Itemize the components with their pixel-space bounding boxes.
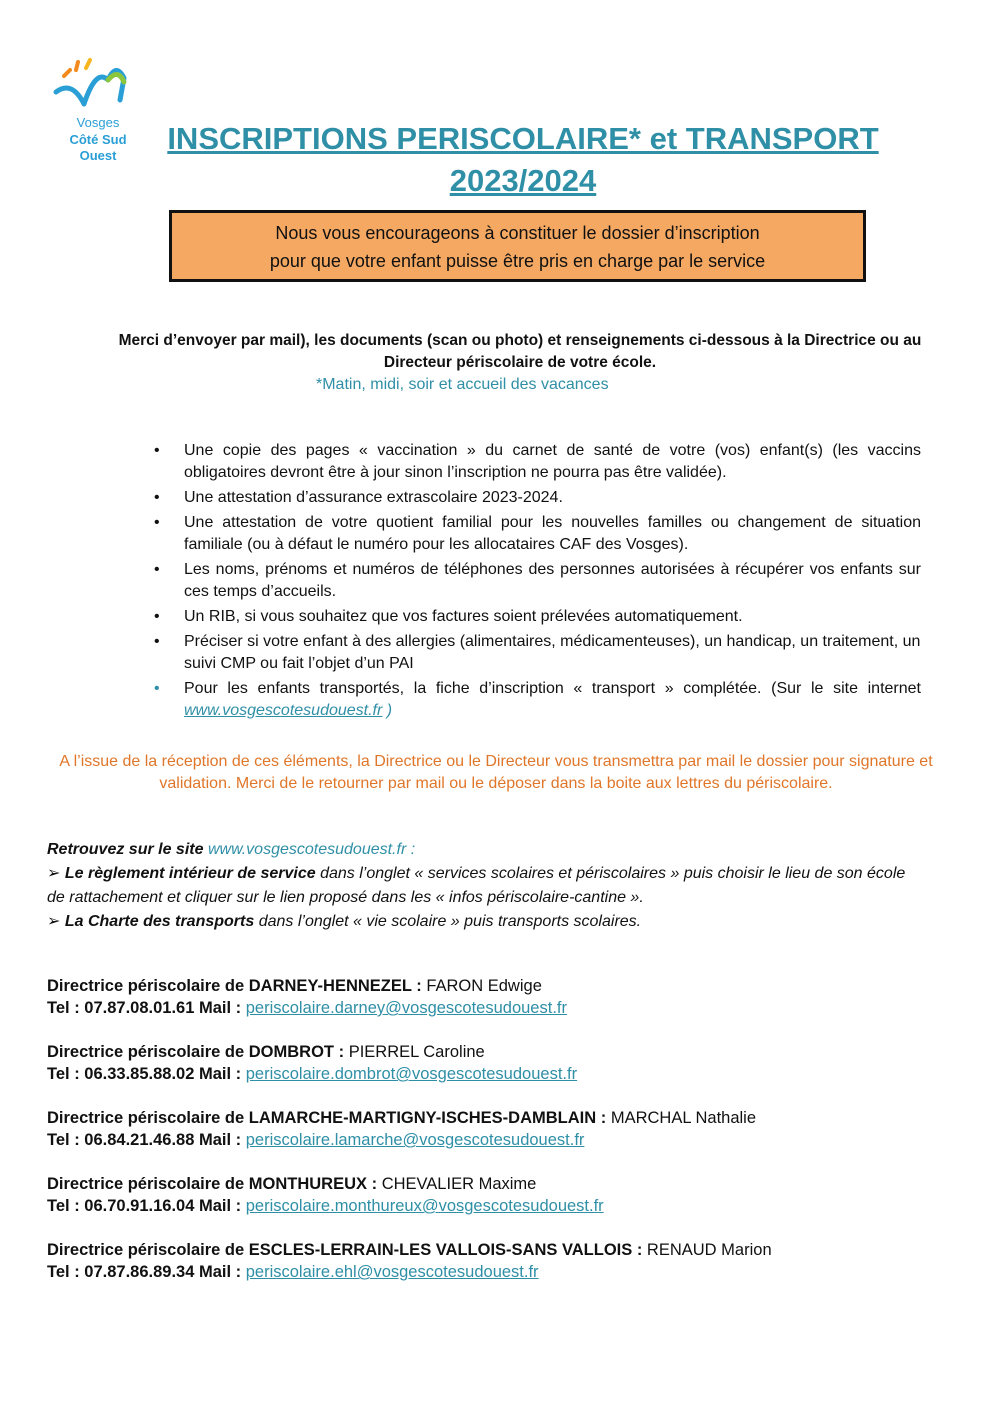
document-item — [150, 606, 921, 628]
tel-label: Tel : — [47, 1197, 85, 1215]
document-item-text: Une attestation d’assurance extrascolaire 2023-2024. — [184, 489, 563, 506]
contact-label: Directrice périscolaire de MONTHUREUX : — [47, 1175, 382, 1193]
contact-label: Directrice périscolaire de LAMARCHE-MARTIGNY-ISCHES-DAMBLAIN : — [47, 1109, 611, 1127]
mail-label: Mail : — [194, 999, 246, 1017]
tel-label: Tel : — [47, 999, 85, 1017]
bullet-icon: • — [154, 514, 160, 531]
charte-text: dans l’onglet « vie scolaire » puis transports scolaires. — [254, 913, 642, 930]
contact-mail-link[interactable]: periscolaire.ehl@vosgescotesudouest.fr — [245, 1263, 539, 1281]
contact-mail-link[interactable]: periscolaire.dombrot@vosgescotesudouest.fr — [245, 1065, 578, 1083]
contact-block — [47, 1041, 947, 1085]
banner-line-2: pour que votre enfant puisse être pris en charge par le service — [269, 251, 766, 271]
bullet-icon: • — [154, 633, 160, 650]
document-list — [150, 440, 921, 725]
orange-notice: A l’issue de la réception de ces éléments, la Directrice ou le Directeur vous transmettra par mail le dossier pour signature et validation. Merci de le retourner par mail ou le déposer dans la boite aux lettres du périscolaire. — [59, 753, 933, 792]
page-title-line-1: INSCRIPTIONS PERISCOLAIRE* et TRANSPORT — [167, 121, 879, 156]
retrouvez-colon: : — [406, 841, 416, 858]
contact-tel: 06.84.21.46.88 — [84, 1131, 195, 1149]
bullet-icon: • — [154, 680, 160, 697]
contact-mail-link[interactable]: periscolaire.monthureux@vosgescotesudouest.fr — [245, 1197, 604, 1215]
contact-name: PIERREL Caroline — [348, 1043, 485, 1061]
retrouvez-site-link[interactable]: www.vosgescotesudouest.fr — [207, 841, 407, 858]
bullet-icon: • — [154, 608, 160, 625]
transport-item-suffix: ) — [382, 702, 393, 719]
logo — [50, 58, 146, 163]
website-link[interactable]: www.vosgescotesudouest.fr — [184, 702, 383, 719]
banner-line-1: Nous vous encourageons à constituer le dossier d’inscription — [275, 223, 760, 243]
retrouvez-lead: Retrouvez sur le site — [47, 841, 204, 858]
document-item-text: Les noms, prénoms et numéros de téléphones des personnes autorisées à récupérer vos enfants sur ces temps d’accueils. — [184, 561, 921, 600]
reglement-text: dans l’onglet « services scolaires et périscolaires » puis choisir le lieu de son école de rattachement et cliquer sur le lien proposé dans les « infos périscolaire-cantine ». — [47, 865, 906, 906]
document-item-text: Une attestation de votre quotient familial pour les nouvelles familles ou changement de situation familiale (ou à défaut le numéro pour les allocataires CAF des Vosges). — [184, 514, 921, 553]
contact-label: Directrice périscolaire de DOMBROT : — [47, 1043, 349, 1061]
document-item-text: Une copie des pages « vaccination » du carnet de santé de votre (vos) enfant(s) (les vaccins obligatoires devront être à jour sinon l’inscription ne pourra pas être validée). — [184, 442, 921, 481]
bullet-icon: • — [154, 561, 160, 578]
contact-name: CHEVALIER Maxime — [381, 1175, 537, 1193]
mail-label: Mail : — [194, 1197, 246, 1215]
tel-label: Tel : — [47, 1131, 85, 1149]
arrow-icon: ➢ — [47, 913, 61, 930]
intro-text: Merci d’envoyer par mail), les documents (scan ou photo) et renseignements ci-dessous à la Directrice ou au Directeur périscolaire de votre école. — [118, 332, 922, 371]
contact-block — [47, 975, 947, 1019]
retrouvez-item-charte — [47, 910, 927, 934]
mail-label: Mail : — [194, 1131, 246, 1149]
logo-text-cote-sud-ouest: Côté Sud Ouest — [69, 132, 127, 163]
contact-block — [47, 1173, 947, 1217]
tel-label: Tel : — [47, 1065, 85, 1083]
reglement-bold: Le règlement intérieur de service — [64, 865, 316, 882]
retrouvez-heading — [47, 838, 927, 862]
contact-mail-link[interactable]: periscolaire.lamarche@vosgescotesudouest.fr — [245, 1131, 585, 1149]
document-item-text: Préciser si votre enfant à des allergies (alimentaires, médicamenteuses), un handicap, un traitement, un suivi CMP ou fait l’objet d’un PAI — [184, 633, 921, 672]
logo-sun-icon — [50, 58, 146, 114]
encouragement-banner — [169, 210, 866, 282]
document-item — [150, 440, 921, 484]
document-item — [150, 512, 921, 556]
page-title-line-2: 2023/2024 — [449, 163, 597, 198]
contact-tel: 06.70.91.16.04 — [84, 1197, 195, 1215]
document-item — [150, 559, 921, 603]
contacts-list — [47, 975, 947, 1305]
mail-label: Mail : — [194, 1263, 246, 1281]
contact-label: Directrice périscolaire de DARNEY-HENNEZEL : — [47, 977, 427, 995]
retrouvez-section — [47, 838, 927, 934]
contact-block — [47, 1239, 947, 1283]
contact-tel: 06.33.85.88.02 — [84, 1065, 195, 1083]
bullet-icon: • — [154, 489, 160, 506]
contact-name: FARON Edwige — [426, 977, 542, 995]
contact-mail-link[interactable]: periscolaire.darney@vosgescotesudouest.fr — [245, 999, 567, 1017]
contact-name: MARCHAL Nathalie — [610, 1109, 757, 1127]
bullet-icon: • — [154, 442, 160, 459]
contact-name: RENAUD Marion — [646, 1241, 772, 1259]
document-item-transport — [150, 678, 921, 722]
mail-label: Mail : — [194, 1065, 246, 1083]
arrow-icon: ➢ — [47, 865, 61, 882]
logo-text-vosges: Vosges — [76, 115, 120, 130]
intro-note: *Matin, midi, soir et accueil des vacances — [316, 376, 609, 393]
tel-label: Tel : — [47, 1263, 85, 1281]
document-item-text: Un RIB, si vous souhaitez que vos factures soient prélevées automatiquement. — [184, 608, 743, 625]
page-title — [150, 118, 896, 202]
contact-tel: 07.87.08.01.61 — [84, 999, 195, 1017]
retrouvez-item-reglement — [47, 862, 927, 910]
transport-item-text: Pour les enfants transportés, la fiche d’inscription « transport » complétée. (Sur le site internet — [184, 680, 921, 697]
document-item — [150, 631, 921, 675]
contact-label: Directrice périscolaire de ESCLES-LERRAIN-LES VALLOIS-SANS VALLOIS : — [47, 1241, 647, 1259]
contact-tel: 07.87.86.89.34 — [84, 1263, 195, 1281]
charte-bold: La Charte des transports — [64, 913, 255, 930]
document-item — [150, 487, 921, 509]
contact-block — [47, 1107, 947, 1151]
